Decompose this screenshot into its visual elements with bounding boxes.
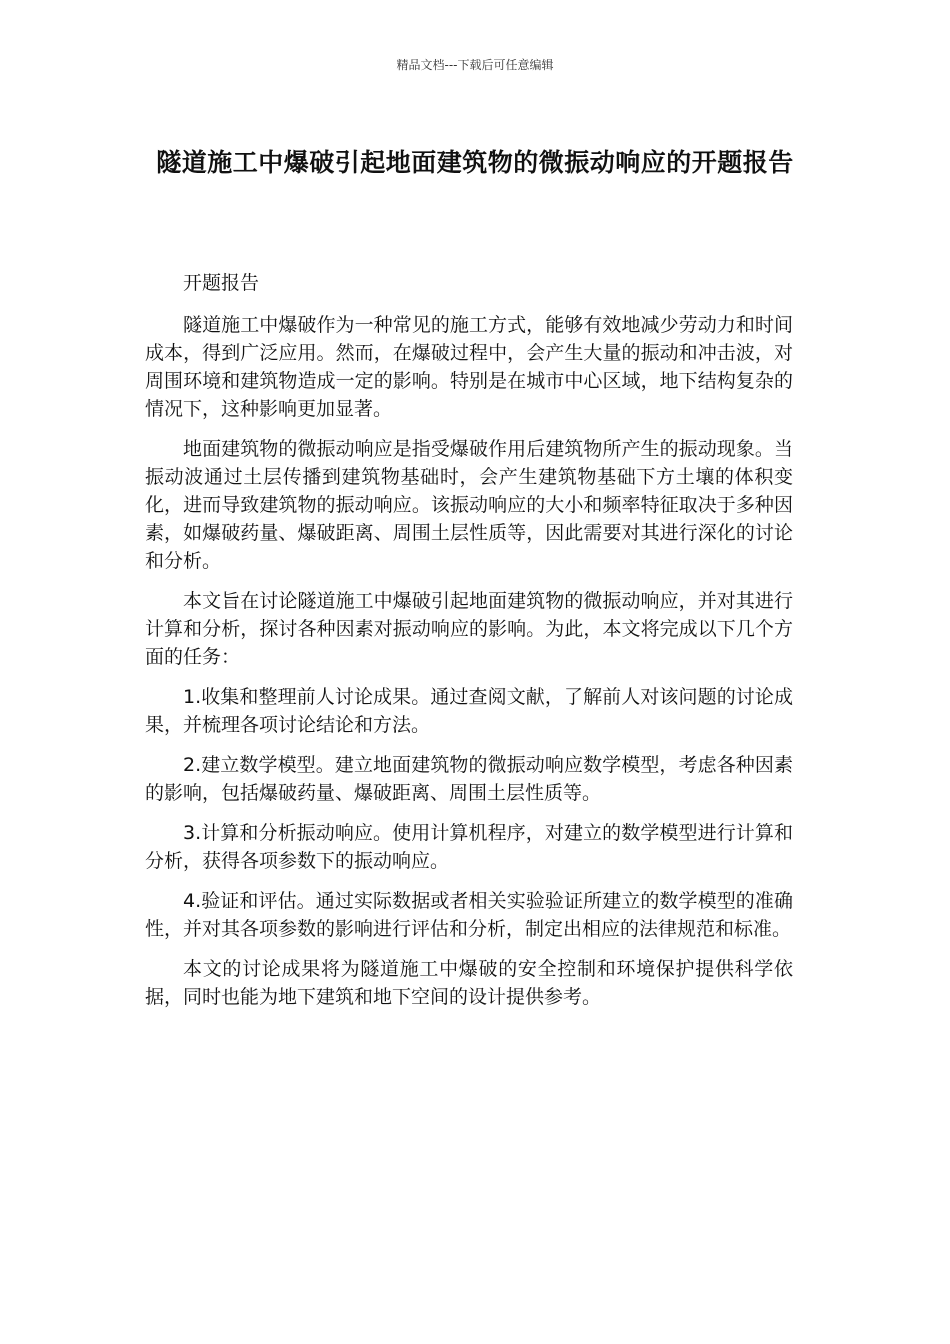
section-label: 开题报告 [183, 272, 260, 294]
paragraph-conclusion: 本文的讨论成果将为隧道施工中爆破的安全控制和环境保护提供科学依据，同时也能为地下建筑和地下空间的设计提供参考。 [145, 958, 793, 1008]
paragraph-definition: 地面建筑物的微振动响应是指受爆破作用后建筑物所产生的振动现象。当振动波通过土层传播到建筑物基础时，会产生建筑物基础下方土壤的体积变化，进而导致建筑物的振动响应。该振动响应的大小和频率特征取决于多种因素，如爆破药量、爆破距离、周围土层性质等，因此需要对其进行深化的讨论和分析。 [145, 438, 793, 572]
paragraph-aim: 本文旨在讨论隧道施工中爆破引起地面建筑物的微振动响应，并对其进行计算和分析，探讨各种因素对振动响应的影响。为此，本文将完成以下几个方面的任务： [145, 590, 793, 668]
task-item-3: 3.计算和分析振动响应。使用计算机程序，对建立的数学模型进行计算和分析，获得各项参数下的振动响应。 [145, 822, 793, 872]
task-item-2: 2.建立数学模型。建立地面建筑物的微振动响应数学模型，考虑各种因素的影响，包括爆破药量、爆破距离、周围土层性质等。 [145, 754, 793, 804]
document-title: 隧道施工中爆破引起地面建筑物的微振动响应的开题报告 [156, 148, 794, 177]
task-item-1: 1.收集和整理前人讨论成果。通过查阅文献，了解前人对该问题的讨论成果，并梳理各项讨论结论和方法。 [145, 686, 793, 736]
page-header: 精品文档---下载后可任意编辑 [396, 58, 554, 72]
paragraph-intro: 隧道施工中爆破作为一种常见的施工方式，能够有效地减少劳动力和时间成本，得到广泛应用。然而，在爆破过程中，会产生大量的振动和冲击波，对周围环境和建筑物造成一定的影响。特别是在城市中心区域，地下结构复杂的情况下，这种影响更加显著。 [145, 314, 793, 420]
task-item-4: 4.验证和评估。通过实际数据或者相关实验验证所建立的数学模型的准确性，并对其各项参数的影响进行评估和分析，制定出相应的法律规范和标准。 [145, 890, 793, 940]
document-body [145, 269, 793, 1023]
